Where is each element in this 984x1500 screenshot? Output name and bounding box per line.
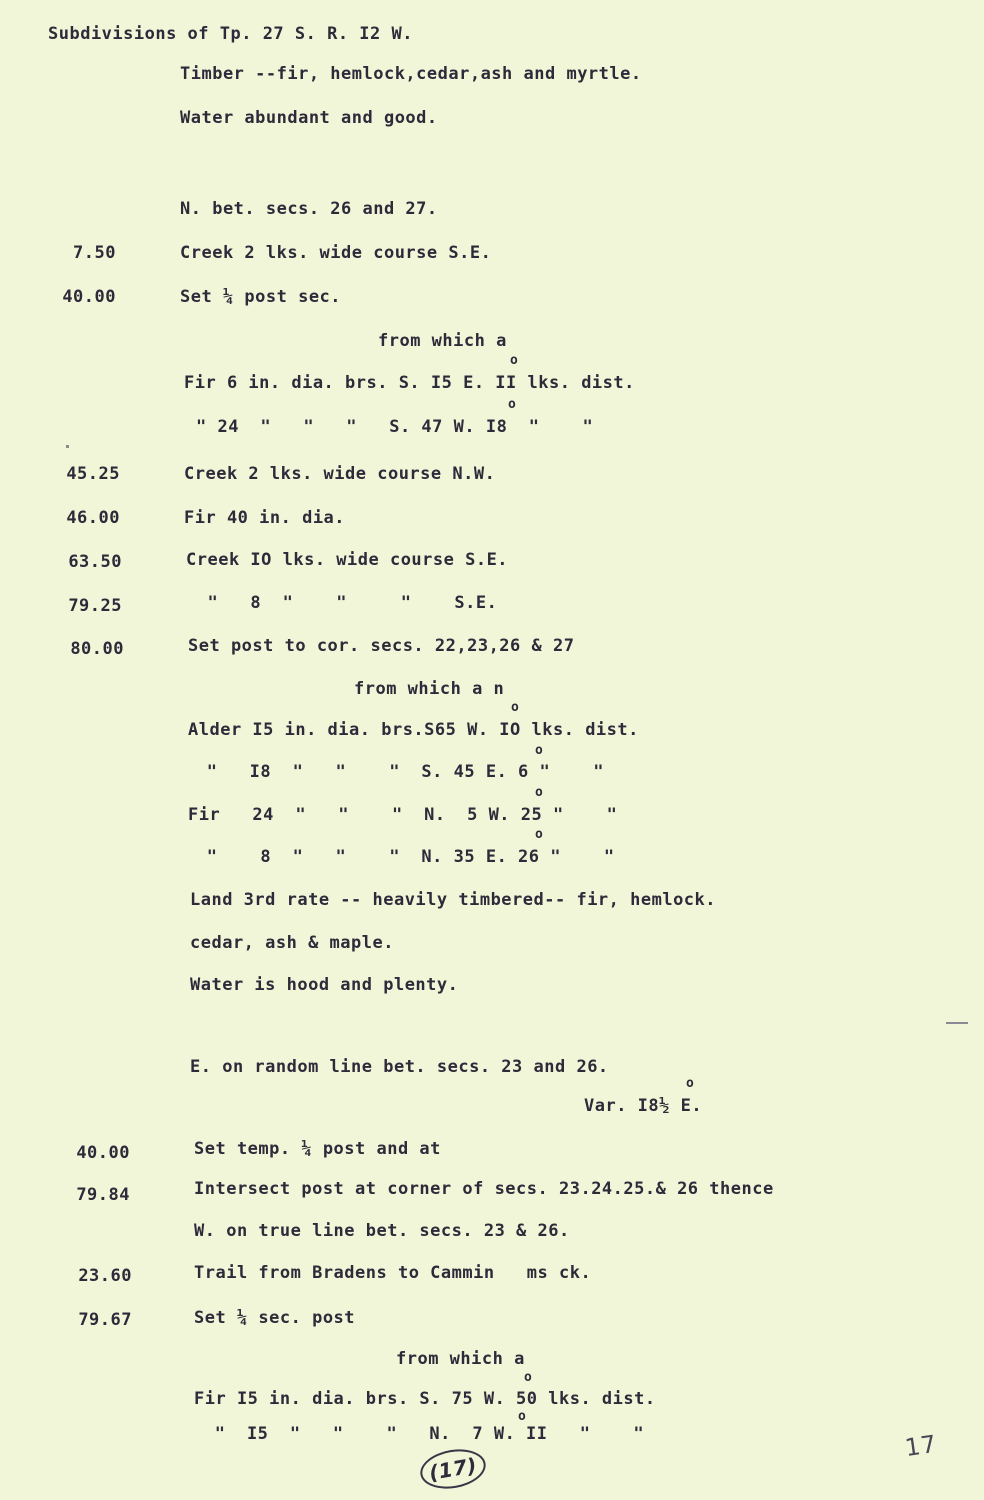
degree-mark: o	[686, 1076, 695, 1091]
field-note-line: Fir 6 in. dia. brs. S. I5 E. II lks. dist.	[184, 373, 635, 393]
chain-distance: 40.00	[62, 287, 116, 307]
degree-mark: o	[510, 353, 519, 368]
field-note-line: " 8 " " " N. 35 E. 26 " "	[196, 847, 615, 867]
field-note-line: Land 3rd rate -- heavily timbered-- fir, hemlock.	[190, 890, 717, 910]
chain-distance: 79.84	[76, 1185, 130, 1205]
chain-distance: 79.67	[78, 1310, 132, 1330]
ink-speck	[946, 1022, 968, 1024]
chain-distance: 80.00	[70, 639, 124, 659]
chain-distance: 45.25	[66, 464, 120, 484]
degree-mark: o	[535, 827, 544, 842]
field-note-line: Alder I5 in. dia. brs.S65 W. IO lks. dist.	[188, 720, 639, 740]
degree-mark: o	[511, 700, 520, 715]
field-note-line: " I5 " " " N. 7 W. II " "	[204, 1424, 645, 1444]
field-note-line: Fir 40 in. dia.	[184, 508, 346, 528]
degree-mark: o	[535, 785, 544, 800]
section-heading: N. bet. secs. 26 and 27.	[180, 199, 438, 219]
field-note-line: Set ¼ sec. post	[194, 1308, 356, 1328]
field-note-line: Set ¼ post sec.	[180, 287, 342, 307]
field-note-line: Creek 2 lks. wide course N.W.	[184, 464, 496, 484]
field-note-line: from which a	[396, 1349, 525, 1369]
circled-page-number: (17)	[417, 1445, 489, 1494]
field-note-line: Creek IO lks. wide course S.E.	[186, 550, 509, 570]
field-note-line: Creek 2 lks. wide course S.E.	[180, 243, 492, 263]
page-title: Subdivisions of Tp. 27 S. R. I2 W.	[48, 24, 413, 44]
chain-distance: 63.50	[68, 552, 122, 572]
degree-mark: o	[518, 1409, 527, 1424]
degree-mark: o	[524, 1370, 533, 1385]
degree-mark: o	[535, 743, 544, 758]
field-note-line: from which a	[378, 331, 507, 351]
field-note-line: cedar, ash & maple.	[190, 933, 394, 953]
ink-speck	[66, 445, 69, 448]
field-note-line: " 24 " " " S. 47 W. I8 " "	[196, 417, 594, 437]
field-note-line: Fir I5 in. dia. brs. S. 75 W. 50 lks. dist.	[194, 1389, 656, 1409]
field-note-line: Trail from Bradens to Cammin ms ck.	[194, 1263, 592, 1283]
field-note-line: Fir 24 " " " N. 5 W. 25 " "	[188, 805, 618, 825]
chain-distance: 23.60	[78, 1266, 132, 1286]
field-note-line: " I8 " " " S. 45 E. 6 " "	[196, 762, 604, 782]
field-note-line: Water is hood and plenty.	[190, 975, 459, 995]
chain-distance: 40.00	[76, 1143, 130, 1163]
chain-distance: 7.50	[73, 243, 116, 263]
section-heading: E. on random line bet. secs. 23 and 26.	[190, 1057, 609, 1077]
field-note-line: Set post to cor. secs. 22,23,26 & 27	[188, 636, 575, 656]
field-note-line: " 8 " " " S.E.	[186, 593, 498, 613]
chain-distance: 79.25	[68, 596, 122, 616]
field-note-line: from which a n	[354, 679, 505, 699]
water-note: Water abundant and good.	[180, 108, 438, 128]
variation-note: Var. I8½ E.	[584, 1096, 703, 1116]
timber-note: Timber --fir, hemlock,cedar,ash and myrtle.	[180, 64, 642, 84]
corner-page-number: 17	[903, 1429, 939, 1463]
field-note-line: Set temp. ¼ post and at	[194, 1139, 441, 1159]
degree-mark: o	[508, 397, 517, 412]
chain-distance: 46.00	[66, 508, 120, 528]
field-note-line: W. on true line bet. secs. 23 & 26.	[194, 1221, 570, 1241]
field-note-line: Intersect post at corner of secs. 23.24.25.& 26 thence	[194, 1179, 774, 1199]
